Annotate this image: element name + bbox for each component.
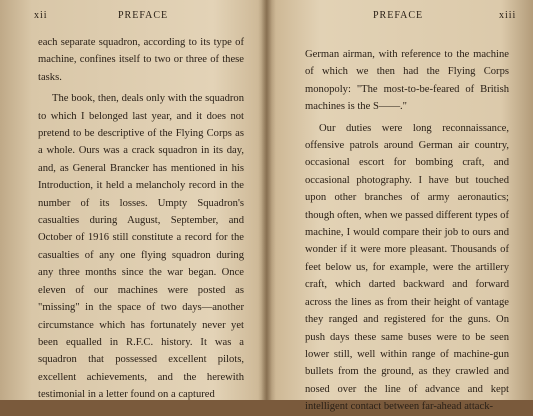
paragraph: each separate squadron, according to its type of machine, confines itself to two or three of these tasks. — [38, 37, 244, 83]
page-body — [38, 34, 244, 404]
paragraph: Our duties were long reconnaissance, offensive patrols around German air country, occasional escort for bombing craft, and occasional photography. I have but touched upon other branches of army aeronautics; though often, when we passed different types of machine, I would compare their job to ours and wonder if it were more pleasant. Thousands of feet below us, for example, were the artillery craft, which darted backward and forward across the lines as from their height of vantage they ranged and registered for the guns. On push days these same buses were to be seen lower still, well within range of machine-gun bullets from the ground, as they crawled and nosed over the line of advance and kept intelligent contact between far-ahead attack- — [305, 122, 509, 413]
page-number: xiii — [499, 10, 517, 21]
page-number: xii — [34, 10, 48, 21]
paragraph: The book, then, deals only with the squadron to which I belonged last year, and it does not pretend to be descriptive of the Flying Corps as a whole. Ours was a crack squadron in its day, and, as General Brancker has mentioned in his Introduction, it held a melancholy record in the number of its losses. Umpty Squadron's casualties during August, September, and October of 1916 still constitute a record for the casualties of any one flying squadron during any three months since the war began. Once eleven of our machines were posted as "missing" in the space of two days—another circumstance which has fortunately never yet been equalled in R.F.C. history. It was a squadron that possessed excellent pilots, excellent achievements, and the herewith testimonial in a letter found on a captured — [38, 93, 244, 401]
running-head: PREFACE — [118, 10, 169, 21]
running-head: PREFACE — [373, 10, 424, 21]
page-body — [305, 46, 509, 416]
paragraph: German airman, with reference to the machine of which we then had the Flying Corps monopoly: "The most-to-be-feared of British machines is the S——." — [305, 49, 509, 113]
right-page — [267, 0, 533, 413]
left-page — [0, 0, 266, 400]
